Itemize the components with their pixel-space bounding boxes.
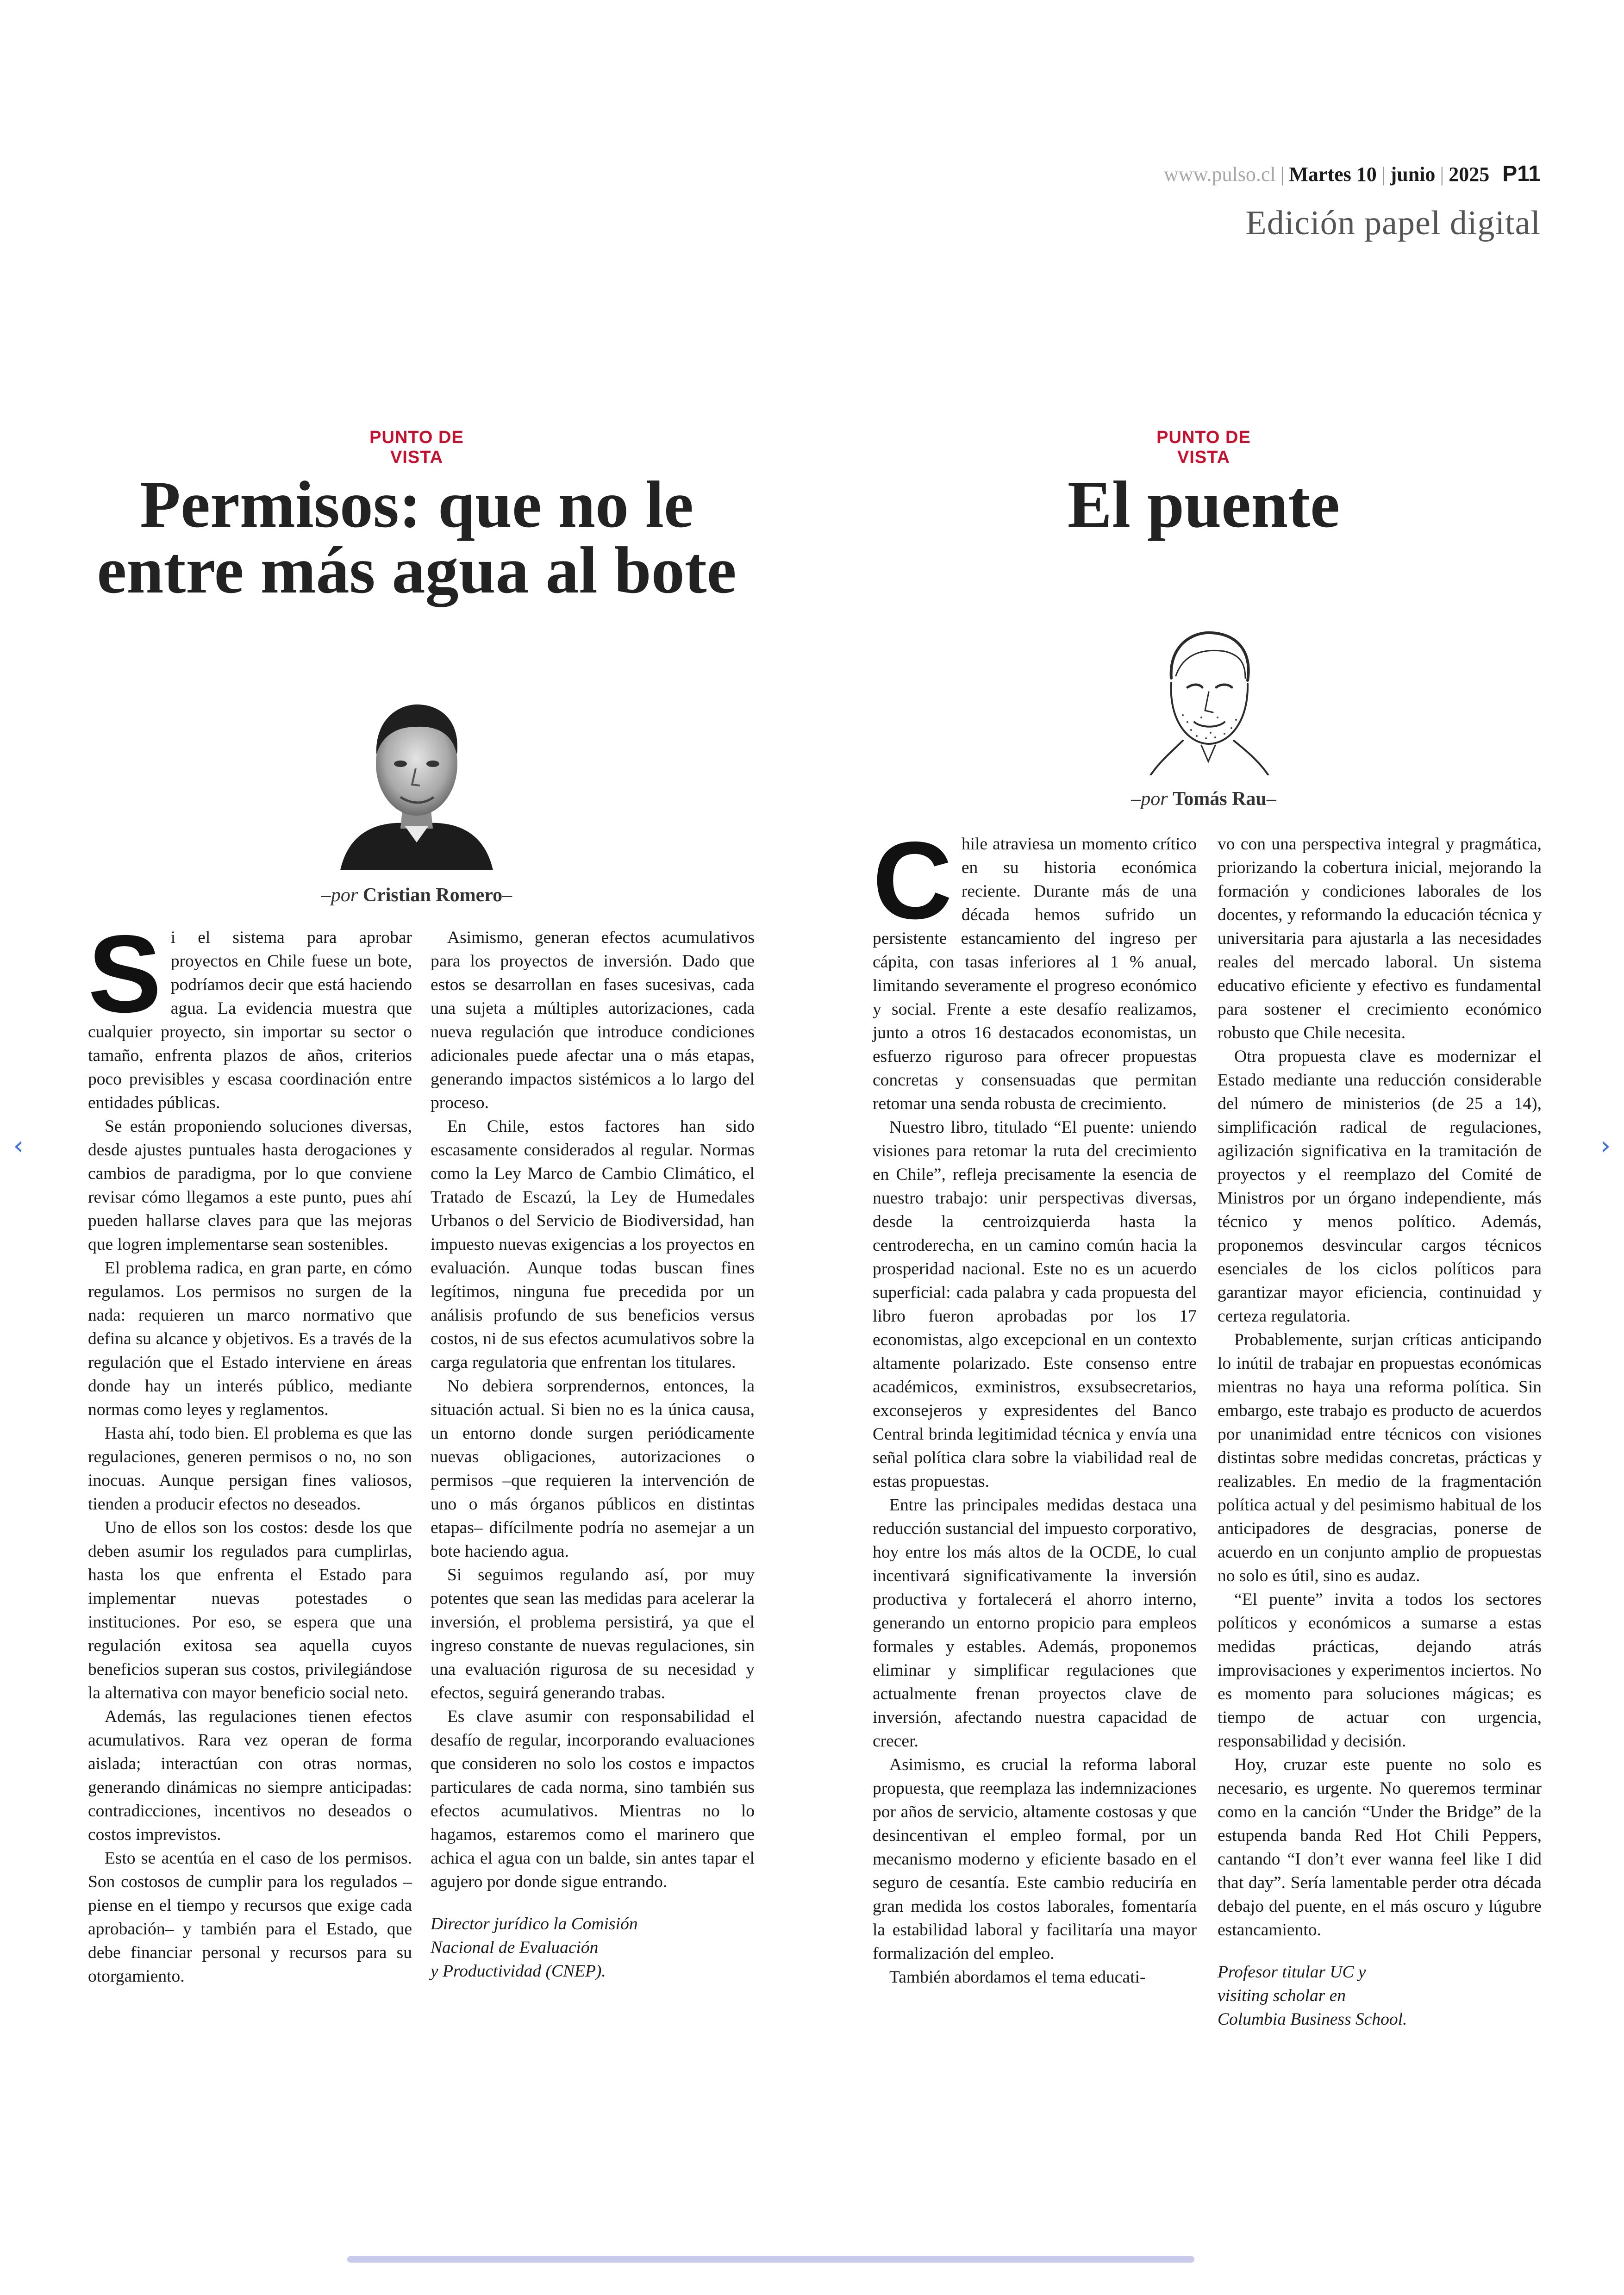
edition-label: Edición papel digital: [1245, 204, 1541, 242]
paragraph: Hoy, cruzar este puente no solo es necesario, es urgente. No queremos terminar como en la canción “Under the Bridge” de la estupenda banda Red Hot Chili Peppers, cantando “I don’t ever wanna feel like I did that day”. Sería lamentable perder otra década debajo del puente, en el más oscuro y lúgubre estancamiento.: [1218, 1755, 1542, 1940]
right-article-col-1: [873, 819, 1197, 1989]
author-name: Tomás Rau: [1173, 788, 1267, 810]
issue-month: junio: [1390, 163, 1436, 186]
separator: |: [1381, 163, 1386, 186]
paragraph: Si el sistema para aprobar proyectos en Chile fuese un bote, podríamos decir que está haciendo agua. La evidencia muestra que cualquier proyecto, sin importar su sector o tamaño, enfrenta plazos de años, criterios poco previsibles y escasa coordinación entre entidades públicas.: [88, 913, 412, 1112]
left-headline: Permisos: que no le entre más agua al bote: [97, 468, 737, 607]
author-portrait-romero: [331, 690, 502, 870]
previous-page-button[interactable]: ‹: [13, 1131, 24, 1161]
separator: |: [1280, 163, 1285, 186]
separator: |: [1440, 163, 1444, 186]
paragraph: “El puente” invita a todos los sectores políticos y económicos a sumarse a estas medidas prácticas, dejando atrás improvisaciones y experimentos inciertos. No es momento para soluciones mágicas; es tiempo de actuar con urgencia, responsabilidad y decisión.: [1218, 1590, 1542, 1751]
paragraph: Chile atraviesa un momento crítico en su historia económica reciente. Durante más de una década hemos sufrido un persistente estancamiento del ingreso per cápita, con tasas inferiores al 1 % anual, limitando severamente el progreso económico y social. Frente a este desafío realizamos, junto a otros 16 destacados economistas, un esfuerzo riguroso para ofrecer propuestas concretas y consensuadas que permitan retomar una senda robusta de crecimiento.: [873, 819, 1197, 1113]
paragraph: Nuestro libro, titulado “El puente: uniendo visiones para retomar la ruta del crecimiento en Chile”, refleja precisamente la esencia de nuestro trabajo: unir perspectivas diversas, desde la centroizquierda hasta la centroderecha, en un camino común hacia la prosperidad nacional. Este no es un acuerdo superficial: cada palabra y cada propuesta del libro fueron aprobadas por los 17 economistas, algo excepcional en un contexto altamente polarizado. Este consenso entre académicos, exministros, exsubsecretarios, exconsejeros y expresidentes del Banco Central brinda legitimidad técnica y envía una señal política clara sobre la viabilidad real de estas propuestas.: [873, 1118, 1197, 1491]
site-url[interactable]: www.pulso.cl: [1164, 163, 1276, 186]
paragraph: Se están proponiendo soluciones diversas, desde ajustes puntuales hasta derogaciones y cambios de paradigma, por lo que conviene revisar cómo llegamos a este punto, pues ahí pueden hallarse claves para que las mejoras que logren implementarse sean sostenibles.: [88, 1117, 412, 1254]
right-kicker: PUNTO DE VISTA: [1156, 428, 1251, 467]
paragraph: vo con una perspectiva integral y pragmática, priorizando la cobertura inicial, mejorando la formación y condiciones laborales de los docentes, y reformando la educación técnica y universitaria para ajustarla a las necesidades reales del mercado laboral. Un sistema educativo eficiente y efectivo es fundamental para sostener el crecimiento económico robusto que Chile necesita.: [1218, 835, 1542, 1042]
next-page-button[interactable]: ›: [1600, 1131, 1611, 1161]
left-byline: –por Cristian Romero–: [321, 885, 512, 906]
author-name: Cristian Romero: [362, 885, 503, 906]
dropcap: C: [873, 819, 952, 942]
dropcap: S: [88, 913, 162, 1035]
issue-year: 2025: [1449, 163, 1490, 186]
issue-day: Martes 10: [1289, 163, 1377, 186]
scrollbar-thumb[interactable]: [347, 2256, 1194, 2263]
right-headline: El puente: [1067, 468, 1340, 542]
author-portrait-rau: [1132, 623, 1285, 775]
paragraph: Asimismo, generan efectos acumulativos para los proyectos de inversión. Dado que estos se desarrollan en fases sucesivas, cada una sujeta a múltiples autorizaciones, cada nueva regulación que introduce condiciones adicionales puede afectar una o más etapas, generando impactos sistémicos a lo largo del proceso.: [431, 928, 755, 1112]
paragraph: El problema radica, en gran parte, en cómo regulamos. Los permisos no surgen de la nada: requieren un marco normativo que defina su alcance y objetivos. Es a través de la regulación que el Estado interviene en áreas donde hay un interés público, mediante normas como leyes y reglamentos.: [88, 1259, 412, 1419]
paragraph: Entre las principales medidas destaca una reducción sustancial del impuesto corporativo, hoy entre los más altos de la OCDE, lo cual incentivará significativamente la inversión productiva y fortalecerá el ahorro interno, generando un entorno propicio para empleos formales y estables. Además, proponemos eliminar y simplificar regulaciones que actualmente frenan proyectos clave de inversión, afectando nuestra capacidad de crecer.: [873, 1496, 1197, 1751]
paragraph: Esto se acentúa en el caso de los permisos. Son costosos de cumplir para los regulados –piense en el tiempo y recursos que exige cada aprobación– y también para el Estado, que debe financiar personal y recursos para su otorgamiento.: [88, 1849, 412, 1986]
paragraph: Probablemente, surjan críticas anticipando lo inútil de trabajar en propuestas económicas mientras no haya una reforma política. Sin embargo, este trabajo es producto de acuerdos por unanimidad entre técnicos con visiones distintas sobre medidas concretas, prácticas y realizables. En medio de la fragmentación política actual y del pesimismo habitual de los anticipadores de desgracias, ponerse de acuerdo en un conjunto amplio de propuestas no solo es útil, sino es audaz.: [1218, 1330, 1542, 1585]
right-byline: –por Tomás Rau–: [1131, 788, 1276, 810]
paragraph: No debiera sorprendernos, entonces, la situación actual. Si bien no es la única causa, un entorno donde surgen periódicamente nuevas obligaciones, autorizaciones o permisos –que requieren la intervención de uno o más órganos públicos en distintas etapas– difícilmente podría no asemejar a un bote haciendo agua.: [431, 1377, 755, 1561]
paragraph: Además, las regulaciones tienen efectos acumulativos. Rara vez operan de forma aislada; interactúan con otras normas, generando dinámicas no siempre anticipadas: contradicciones, incentivos no deseados o costos imprevistos.: [88, 1707, 412, 1844]
paragraph: Es clave asumir con responsabilidad el desafío de regular, incorporando evaluaciones que consideren no solo los costos e impactos particulares de cada norma, sino también sus efectos acumulativos. Mientras no lo hagamos, estaremos como el marinero que achica el agua con un balde, sin antes tapar el agujero por donde sigue entrando.: [431, 1707, 755, 1891]
author-signature: Profesor titular UC y visiting scholar en Columbia Business School.: [1218, 1963, 1407, 2029]
paragraph: Uno de ellos son los costos: desde los que deben asumir los regulados para cumplirlas, hasta los que enfrenta el Estado para implementar nuevas potestades o instituciones. Por eso, se espera que una regulación exitosa sea aquella cuyos beneficios superan sus costos, privilegiándose la alternativa con mayor beneficio social neto.: [88, 1518, 412, 1703]
paragraph: Otra propuesta clave es modernizar el Estado mediante una reducción considerable del número de ministerios (de 25 a 14), simplificación radical de regulaciones, agilización significativa en la tramitación de proyectos y el reemplazo del Comité de Ministros por un órgano independiente, más técnico y menos político. Además, proponemos desvincular cargos técnicos esenciales de los ciclos políticos para garantizar mayor eficiencia, continuidad y certeza regulatoria.: [1218, 1047, 1542, 1326]
paragraph: Hasta ahí, todo bien. El problema es que las regulaciones, generen permisos o no, no son inocuas. Aunque persigan fines valiosos, tienden a producir efectos no deseados.: [88, 1424, 412, 1514]
author-signature: Director jurídico la Comisión Nacional de Evaluación y Productividad (CNEP).: [431, 1915, 638, 1981]
paragraph: También abordamos el tema educati-: [889, 1968, 1146, 1987]
left-kicker: PUNTO DE VISTA: [369, 428, 464, 467]
right-article-col-2: [1218, 832, 1542, 2031]
horizontal-scrollbar[interactable]: [347, 2256, 1194, 2263]
masthead: [1164, 161, 1541, 187]
paragraph: Asimismo, es crucial la reforma laboral propuesta, que reemplaza las indemnizaciones por años de servicio, altamente costosas y que desincentivan el empleo formal, por un mecanismo moderno y eficiente basado en el seguro de cesantía. Este cambio reduciría en gran medida los costos laborales, fomentaría la estabilidad laboral y facilitaría una mayor formalización del empleo.: [873, 1755, 1197, 1963]
paragraph: Si seguimos regulando así, por muy potentes que sean las medidas para acelerar la inversión, el problema persistirá, ya que el ingreso constante de nuevas regulaciones, sin una evaluación rigurosa de su necesidad y efectos, seguirá generando trabas.: [431, 1565, 755, 1703]
left-article-col-2: [431, 926, 755, 1983]
paragraph: En Chile, estos factores han sido escasamente considerados al regular. Normas como la Ley Marco de Cambio Climático, el Tratado de Escazú, la Ley de Humedales Urbanos o del Servicio de Biodiversidad, han impuesto nuevas exigencias a los proyectos en evaluación. Aunque todas buscan fines legítimos, ninguna fue precedida por un análisis profundo de sus beneficios versus costos, ni de sus efectos acumulativos sobre la carga regulatoria que enfrentan los titulares.: [431, 1117, 755, 1372]
left-article-col-1: [88, 913, 412, 1988]
page-number: P11: [1502, 162, 1541, 186]
